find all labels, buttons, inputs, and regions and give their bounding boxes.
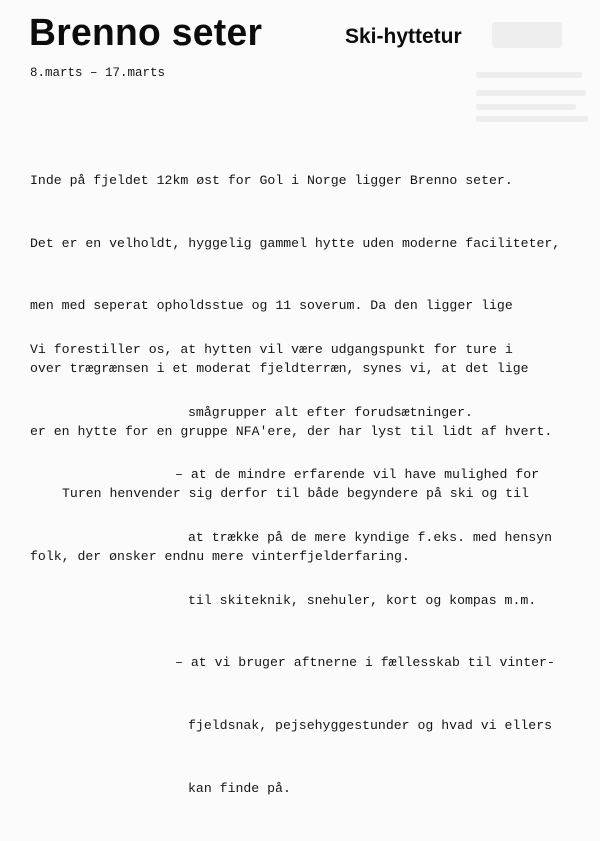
text-line: smågrupper alt efter forudsætninger.	[188, 404, 473, 420]
plans-paragraph	[30, 298, 555, 841]
date-range: 8.marts – 17.marts	[30, 66, 166, 80]
text-line: Inde på fjeldet 12km øst for Gol i Norge ligger Brenno seter.	[30, 172, 513, 188]
text-line: Turen henvender sig derfor til både begyndere på ski og til	[62, 486, 529, 502]
text-line: Det er en velholdt, hyggelig gammel hytte uden moderne faciliteter,	[30, 235, 561, 251]
text-line: at trække på de mere kyndige f.eks. med hensyn	[188, 529, 553, 545]
bleed-through-line	[476, 116, 588, 122]
page-title: Brenno seter	[29, 12, 263, 54]
text-line: folk, der ønsker endnu mere vinterfjelderfaring.	[30, 549, 410, 565]
text-line: Vi forestiller os, at hytten vil være udgangspunkt for ture i	[30, 341, 513, 357]
text-line: til skiteknik, snehuler, kort og kompas m.m.	[188, 592, 537, 608]
bleed-through-line	[476, 90, 586, 96]
text-line: over trægrænsen i et moderat fjeldterræn, synes vi, at det lige	[30, 360, 529, 376]
text-line: kan finde på.	[188, 780, 291, 796]
bleed-through-line	[476, 72, 582, 78]
bullet-item: – at vi bruger aftnerne i fællesskab til vinter-	[175, 655, 555, 671]
bleed-through-line	[476, 104, 576, 110]
text-line: fjeldsnak, pejsehyggestunder og hvad vi ellers	[188, 718, 553, 734]
page-subtitle: Ski-hyttetur	[345, 25, 462, 48]
text-line: men med seperat opholdsstue og 11 soverum. Da den ligger lige	[30, 298, 513, 314]
bullet-item: – at de mindre erfarende vil have mulighed for	[175, 467, 540, 483]
text-line: er en hytte for en gruppe NFA'ere, der har lyst til lidt af hvert.	[30, 423, 553, 439]
bleed-through-title	[492, 22, 562, 48]
